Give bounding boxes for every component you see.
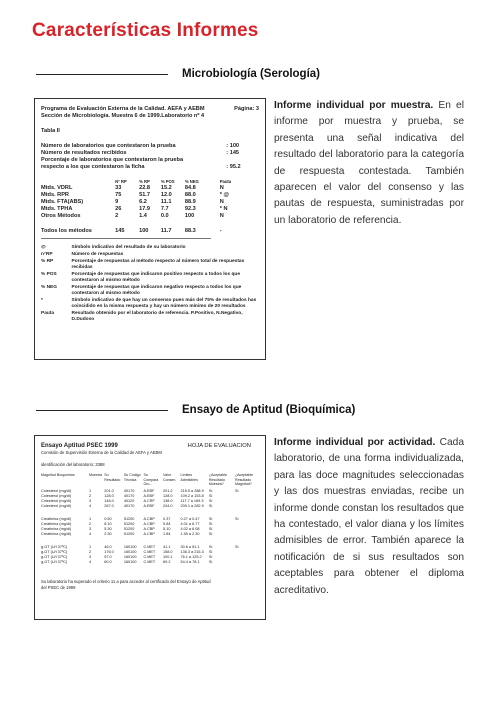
- method-name: Otros Métodos: [41, 212, 81, 219]
- description-lead: Informe individual por muestra.: [274, 100, 434, 111]
- eval-cell: g-GT (U/l 37ºC): [41, 555, 68, 560]
- eval-row: [41, 504, 259, 517]
- eval-cell: [235, 532, 259, 545]
- eval-cell: 1: [88, 517, 92, 522]
- legend-symbol: *: [41, 297, 43, 303]
- eval-cell: g-GT (U/l 37ºC): [41, 550, 68, 555]
- eval-cell: 76.1 a 125.2: [180, 555, 202, 560]
- section-title: Ensayo de Aptitud (Bioquímica): [182, 404, 356, 416]
- eval-cell: 41.1: [163, 545, 171, 550]
- report-title: Ensayo Aptitud PSEC 1999: [41, 443, 118, 449]
- eval-cell: C.MET: [143, 550, 156, 555]
- method-nrp: 75: [115, 191, 122, 198]
- eval-col-header: Magnitud Bioquímica: [41, 473, 75, 478]
- description-body: Cada laboratorio, de una forma individualizada, para las doce magnitudes seleccionadas y las dos muestras enviadas, recibe un informe donde constan los resultados que ha contestado, el valor diana y los límites admisibles de error. También aparece la notificación de si sus resultados son aceptables para obtener el diploma acreditativo.: [274, 437, 464, 596]
- section-title: Microbiología (Serología): [182, 68, 321, 80]
- method-pos: 7.7: [160, 205, 169, 212]
- eval-cell: A.EBF: [143, 504, 155, 509]
- stats-table: [41, 143, 259, 171]
- eval-cell: 160100: [123, 560, 137, 565]
- eval-cell: 5.84: [163, 522, 171, 527]
- eval-cell: Sí: [234, 517, 239, 522]
- total-pauta: -: [219, 227, 222, 234]
- legend-row: [41, 245, 259, 252]
- description-lead: Informe individual por actividad.: [274, 437, 436, 448]
- eval-cell: Sí: [208, 499, 213, 504]
- total-name: Todos los métodos: [41, 227, 92, 234]
- eval-cell: 160100: [123, 550, 137, 555]
- eval-cell: Sí: [208, 545, 213, 550]
- eval-cell: 4.01 a 6.77: [180, 522, 200, 527]
- evaluation-table: [41, 473, 259, 573]
- eval-cell: 1: [88, 545, 92, 550]
- eval-cell: 160100: [123, 545, 137, 550]
- method-pos: 15.2: [160, 184, 172, 191]
- method-rp: 51.7: [139, 191, 150, 198]
- eval-cell: 0.37: [163, 517, 171, 522]
- report-page-number: Página: 3: [234, 106, 259, 112]
- stat-value: : 100: [226, 143, 240, 149]
- section-heading-serologia: [36, 68, 466, 80]
- eval-cell: Colesterol (mg/dl): [41, 494, 71, 499]
- eval-cell: 2.30: [104, 532, 112, 537]
- eval-cell: 3: [88, 499, 92, 504]
- method-rp: 1.4: [139, 212, 147, 219]
- method-pos: 12.0: [160, 191, 172, 198]
- eval-cell: Sí: [208, 489, 213, 494]
- eval-cell: [235, 560, 259, 573]
- total-row-table: [41, 228, 259, 235]
- method-neg: 92.3: [184, 205, 196, 212]
- col-pos: % POS: [160, 179, 175, 184]
- eval-cell: 209.1 a 282.9: [180, 504, 204, 509]
- method-row: [41, 185, 259, 192]
- heading-rule: [36, 410, 168, 411]
- aptitud-report-document: [34, 435, 266, 620]
- divider: [41, 238, 211, 239]
- total-pos: 11.7: [160, 227, 172, 234]
- stat-label: Número de laboratorios que contestaron la prueba: [41, 143, 176, 149]
- eval-cell: 40170: [123, 489, 135, 494]
- method-neg: 84.8: [184, 184, 196, 191]
- eval-cell: 244.0: [163, 504, 173, 509]
- eval-cell: Colesterol (mg/dl): [41, 504, 71, 509]
- method-name: Mtds. VDRL: [41, 184, 73, 191]
- legend-text: Resultado obtenido por el laboratorio de referencia. P.Positivo, N.Negativo, D.Dudoso: [71, 310, 243, 322]
- eval-cell: 60.0: [104, 560, 112, 565]
- eval-cell: 4.02 a 6.08: [180, 527, 200, 532]
- eval-cell: 4: [88, 560, 92, 565]
- eval-cell: 46.0: [104, 545, 112, 550]
- eval-cell: Sí: [208, 517, 213, 522]
- method-row: [41, 213, 259, 220]
- eval-cell: A.EBF: [143, 494, 155, 499]
- eval-cell: Creatinina (mg/dl): [41, 517, 72, 522]
- method-name: Mtds. TPHA: [41, 205, 73, 212]
- eval-cell: 1.55 a 2.30: [180, 532, 200, 537]
- report-header-line1: Programa de Evaluación Externa de la Calidad. AEFA y AEBM: [41, 106, 205, 112]
- eval-cell: 136.3 a 215.3: [180, 550, 204, 555]
- eval-cell: 2: [88, 494, 92, 499]
- eval-cell: 109.2 a 153.8: [180, 494, 204, 499]
- method-row: [41, 199, 259, 206]
- eval-cell: 158.0: [163, 550, 173, 555]
- method-neg: 88.9: [184, 198, 196, 205]
- eval-cell: 100.1: [163, 555, 173, 560]
- eval-col-header: ¿Aceptable Resultado Magnitud?: [234, 473, 254, 486]
- eval-cell: 54.4 a 78.1: [180, 560, 200, 565]
- legend-symbol: @: [41, 244, 46, 250]
- eval-cell: g-GT (U/l 37ºC): [41, 560, 68, 565]
- stat-value: : 145: [226, 150, 240, 156]
- eval-col-header: Límites Admisibles: [180, 473, 198, 482]
- method-pauta: * @: [219, 191, 229, 198]
- section-heading-bioquimica: [36, 404, 466, 416]
- lab-identification: identificación del laboratorio: 3388: [41, 461, 105, 467]
- eval-cell: 51200: [123, 527, 135, 532]
- col-pauta: Pauta: [219, 179, 232, 184]
- eval-cell: 40170: [123, 504, 135, 509]
- stat-row: [41, 164, 259, 171]
- legend-symbol: Pauta: [41, 310, 55, 316]
- legend-text: Porcentaje de respuestas que indicaron positivo respecto a todos los que contestaron al mismo método: [71, 271, 240, 283]
- eval-cell: C.MET: [143, 560, 156, 565]
- report-right-title: HOJA DE EVALUACION: [187, 443, 251, 449]
- method-neg: 100: [184, 212, 195, 219]
- eval-col-header: Valor Consen.: [163, 473, 177, 482]
- legend-text: Número de respuestas: [71, 251, 124, 257]
- description-body: En el informe por muestra y prueba, se presenta una señal indicativa del resultado del laboratorio para la categoría de respuesta contestada. También aparecen el valor del consenso y las pautas de respuesta, suministradas por un laboratorio de referencia.: [274, 100, 464, 226]
- eval-cell: A.CBP: [143, 522, 155, 527]
- eval-cell: 5.30: [104, 527, 112, 532]
- total-nrp: 145: [115, 227, 125, 234]
- method-row: [41, 206, 259, 213]
- method-neg: 88.0: [184, 191, 196, 198]
- method-pos: 11.1: [160, 198, 172, 205]
- eval-cell: Sí: [234, 489, 239, 494]
- eval-cell: 176.0: [104, 550, 114, 555]
- eval-cell: 3: [88, 527, 92, 532]
- stat-value: : 95.2: [226, 164, 241, 170]
- col-nrp: Nº RP: [115, 179, 127, 184]
- legend-symbol: n°RP: [41, 251, 53, 257]
- eval-cell: 69.2: [163, 560, 171, 565]
- eval-cell: A.CBP: [143, 532, 155, 537]
- eval-cell: C.MET: [143, 555, 156, 560]
- eval-cell: Sí: [234, 545, 239, 550]
- eval-col-header: Su Código Técnica: [123, 473, 141, 482]
- col-neg: % NEG: [184, 179, 199, 184]
- legend-row: [41, 285, 259, 298]
- eval-cell: g-GT (U/l 37ºC): [41, 545, 68, 550]
- method-row: [41, 192, 259, 199]
- table-label: Tabla II: [41, 128, 60, 134]
- stat-label: respecto a los que contestaron la ficha: [41, 164, 145, 170]
- legend-text: Porcentaje de respuestas al método respecto al número total de respuestas recibidas: [71, 258, 245, 270]
- method-name: Mtds. FTA(ABS): [41, 198, 84, 205]
- eval-cell: Sí: [208, 550, 213, 555]
- eval-cell: 160100: [123, 555, 137, 560]
- eval-cell: 40170: [123, 494, 135, 499]
- eval-cell: 146.0: [104, 499, 114, 504]
- col-rp: % RP: [139, 179, 150, 184]
- eval-cell: 40120: [123, 499, 135, 504]
- eval-cell: 128.0: [163, 494, 173, 499]
- eval-cell: 4: [88, 532, 92, 537]
- eval-cell: 215.5 a 288.9: [180, 489, 204, 494]
- eval-cell: 51200: [123, 522, 135, 527]
- eval-cell: 0.50: [104, 517, 112, 522]
- serologia-report-document: [34, 98, 266, 360]
- stat-row: [41, 150, 259, 157]
- eval-cell: C.MET: [143, 545, 156, 550]
- eval-cell: [235, 504, 259, 517]
- legend-symbol: % RP: [41, 258, 54, 264]
- legend-text: Símbolo indicativo de que hay un consenso pues más del 75% de resultados has coincidido en la misma respuesta y hay un número mínimo de 20 resultados: [71, 297, 257, 309]
- stat-label: Porcentaje de laboratorios que contestaron la prueba: [41, 157, 184, 163]
- eval-row: [41, 560, 259, 573]
- heading-rule: [36, 74, 168, 75]
- eval-cell: Sí: [208, 522, 213, 527]
- report-footer: Su laboratorio ha superado el criterio 11 a para acceder al certificado del Ensayo de Aptitud del PSEC de 1999: [41, 579, 211, 590]
- method-pauta: * N: [219, 205, 228, 212]
- legend-text: Símbolo indicativo del resultado de su laboratorio: [71, 244, 186, 250]
- report-subtitle: Comisión de Supervisión Externa de la Calidad de AEFA y AEBM: [41, 450, 162, 455]
- eval-cell: 51200: [123, 517, 135, 522]
- legend-row: [41, 311, 259, 324]
- eval-cell: Creatinina (mg/dl): [41, 532, 72, 537]
- total-row: [41, 228, 259, 235]
- eval-cell: A.CBP: [143, 527, 155, 532]
- stat-label: Número de resultados recibidos: [41, 150, 127, 156]
- method-nrp: 33: [115, 184, 122, 191]
- eval-cell: 138.0: [163, 499, 173, 504]
- method-rp: 6.2: [139, 198, 147, 205]
- eval-col-header: Su Resultado: [104, 473, 121, 482]
- method-nrp: 26: [115, 205, 122, 212]
- method-name: Mtds. RPR: [41, 191, 69, 198]
- eval-cell: 2: [88, 550, 92, 555]
- eval-cell: 117.7 a 169.3: [180, 499, 204, 504]
- legend-text: Porcentaje de respuestas que indicaron negativo respecto a todos los que contestaron al mismo método: [71, 284, 242, 296]
- legend-row: [41, 259, 259, 272]
- eval-cell: Colesterol (mg/dl): [41, 489, 71, 494]
- legend-symbol: % NEG: [41, 284, 57, 290]
- eval-cell: 6.10: [104, 522, 112, 527]
- eval-col-header: Su Compara Gru...: [143, 473, 159, 486]
- eval-cell: 5.10: [163, 527, 171, 532]
- method-rp: 22.8: [139, 184, 150, 191]
- eval-cell: Creatinina (mg/dl): [41, 527, 72, 532]
- eval-cell: Sí: [208, 494, 213, 499]
- legend-table: [41, 245, 259, 324]
- eval-cell: Creatinina (mg/dl): [41, 522, 72, 527]
- stat-row: [41, 157, 259, 164]
- eval-cell: 128.0: [104, 494, 114, 499]
- total-neg: 88.3: [184, 227, 196, 234]
- bioquimica-description: [274, 435, 464, 599]
- legend-row: [41, 272, 259, 285]
- method-pauta: N: [219, 184, 224, 191]
- stat-value: [226, 157, 259, 164]
- eval-cell: A.CBP: [143, 517, 155, 522]
- eval-cell: 51200: [123, 532, 135, 537]
- total-rp: 100: [139, 227, 149, 234]
- eval-cell: Colesterol (mg/dl): [41, 499, 71, 504]
- eval-cell: Sí: [208, 532, 213, 537]
- eval-cell: Sí: [208, 555, 213, 560]
- legend-symbol: % POS: [41, 271, 57, 277]
- eval-cell: 2: [88, 522, 92, 527]
- method-rp: 17.9: [139, 205, 150, 212]
- report-header-line2: Sección de Microbiología. Muestra 6 de 1999.Laboratorio nº 4: [41, 113, 205, 119]
- eval-cell: A.CRF: [143, 499, 155, 504]
- eval-cell: 201.0: [104, 489, 114, 494]
- serologia-description: [274, 98, 464, 229]
- legend-row: [41, 252, 259, 259]
- eval-cell: 4: [88, 504, 92, 509]
- method-nrp: 9: [115, 198, 119, 205]
- stat-row: [41, 143, 259, 150]
- eval-cell: 1: [88, 489, 92, 494]
- method-pauta: N: [219, 212, 224, 219]
- eval-col-header: Muestra: [88, 473, 102, 478]
- eval-col-header: ¿Aceptable Resultado Muestra?: [208, 473, 227, 486]
- method-nrp: 2: [115, 212, 119, 219]
- eval-cell: 1.84: [163, 532, 171, 537]
- eval-cell: 97.0: [104, 555, 112, 560]
- method-pauta: N: [219, 198, 224, 205]
- eval-cell: 267.0: [104, 504, 114, 509]
- eval-cell: 3: [88, 555, 92, 560]
- eval-cell: Sí: [208, 560, 213, 565]
- eval-cell: 0.27 a 0.47: [180, 517, 200, 522]
- eval-cell: A.EBF: [143, 489, 155, 494]
- eval-cell: Sí: [208, 527, 213, 532]
- eval-cell: 201.2: [163, 489, 173, 494]
- eval-row: [41, 532, 259, 545]
- legend-row: [41, 298, 259, 311]
- eval-cell: 30.6 a 51.1: [180, 545, 200, 550]
- method-pos: 0.0: [160, 212, 169, 219]
- page-title: Características Informes: [32, 20, 259, 41]
- eval-cell: Sí: [208, 504, 213, 509]
- methods-table: [41, 179, 259, 220]
